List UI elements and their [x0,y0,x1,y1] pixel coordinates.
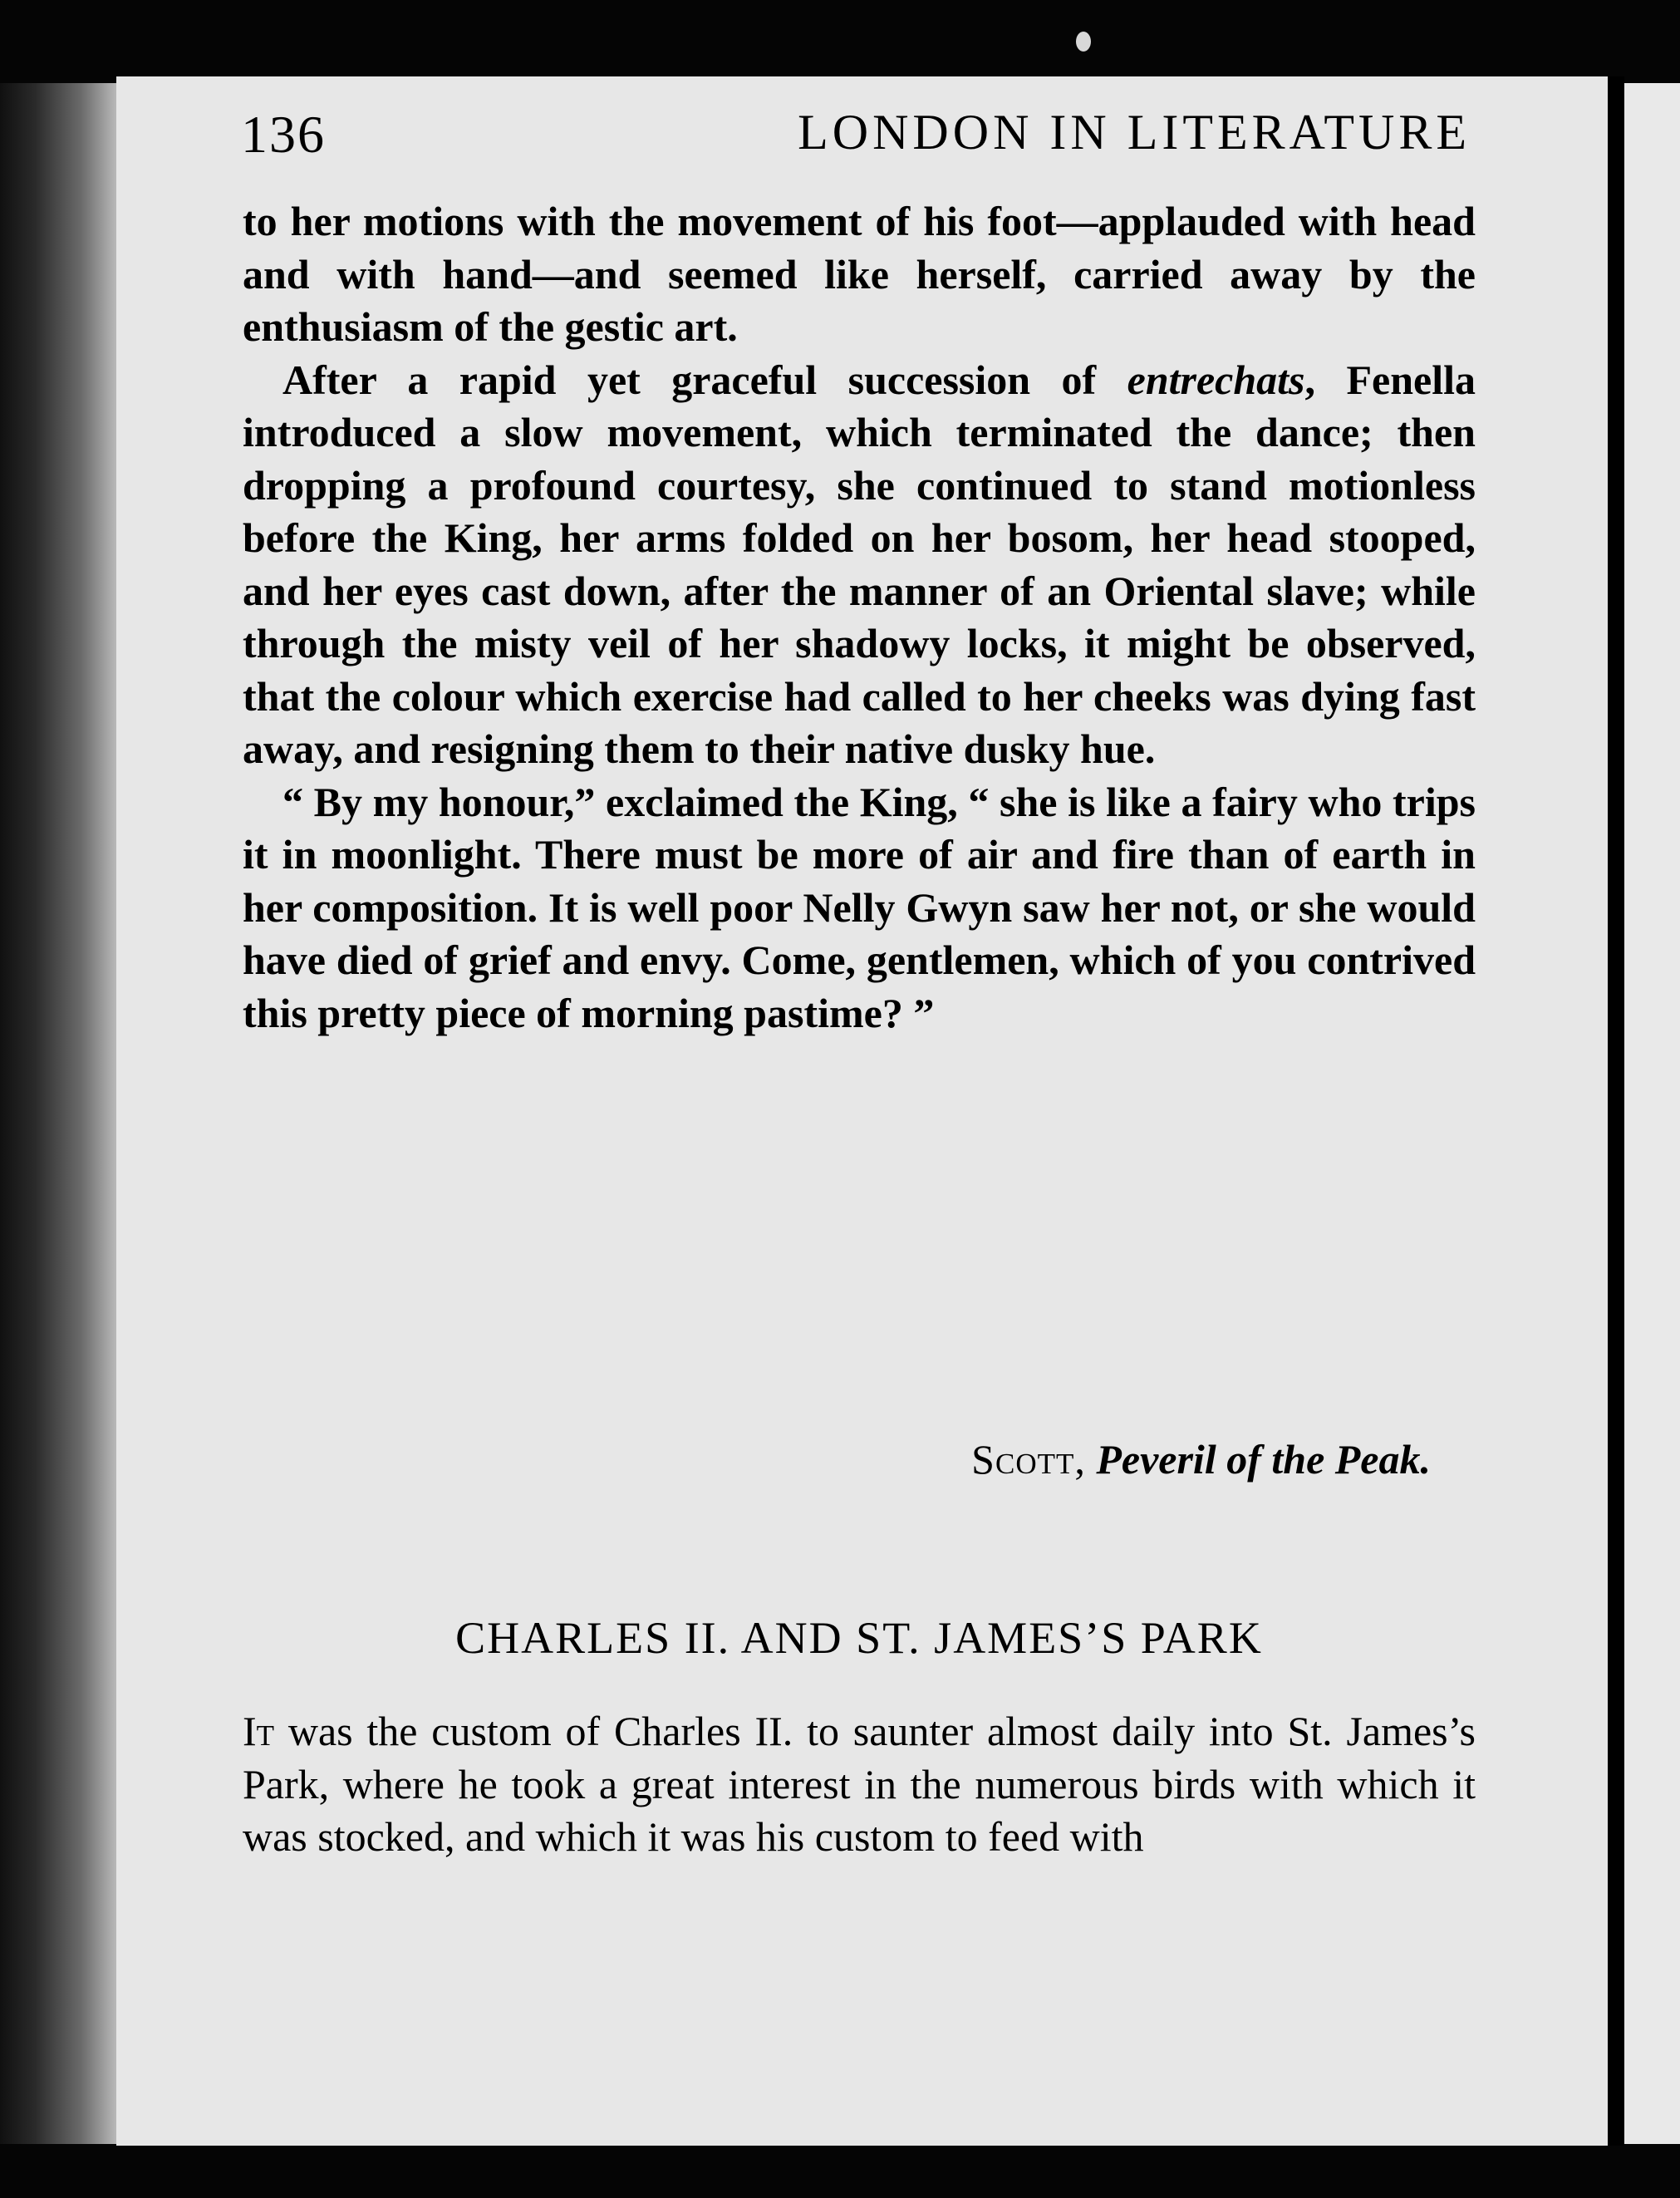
adjacent-page-edge [1624,83,1680,2144]
excerpt-paragraph-2 [243,354,1476,776]
section-paragraph [243,1705,1476,1864]
section-body [243,1705,1476,1864]
section-heading: CHARLES II. AND ST. JAMES’S PARK [455,1613,1263,1663]
excerpt-attribution [243,1433,1431,1486]
running-title: LONDON IN LITERATURE [798,105,1471,160]
scan-speck [1076,32,1091,52]
excerpt-italic-term: entrechats [1127,356,1305,403]
excerpt-paragraph-1: to her motions with the movement of his foot—applauded with head and with hand—and seemed like herself, carried away by the enthusiasm of the gestic art. [243,198,1476,350]
excerpt-paragraph-2-start: After a rapid yet graceful succession of [282,356,1127,403]
running-header [241,104,1471,195]
attribution-author: Scott, [971,1436,1086,1483]
excerpt-paragraph-2-rest: , Fenella introduced a slow movement, which terminated the dance; then dropping a profound courtesy, she continued to stand motionless before the King, her arms folded on her bosom, her head stooped, and her eyes cast down, after the manner of an Oriental slave; while through the misty veil of her shadowy locks, it might be observed, that the colour which exercise had called to her cheeks was dying fast away, and resigning them to their native dusky hue. [243,356,1476,772]
page-gutter [1608,76,1624,2146]
section-first-word: It [243,1708,275,1754]
page-number: 136 [241,105,326,164]
attribution-work: Peveril of the Peak. [1096,1436,1431,1483]
book-spine-shadow [0,83,116,2144]
excerpt-paragraph-3: “ By my honour,” exclaimed the King, “ she is like a fairy who trips it in moonlight. There must be more of air and fire than of earth in her composition. It is well poor Nelly Gwyn saw her not, or she would have died of grief and envy. Come, gentlemen, which of you contrived this pretty piece of morning pastime? ” [243,778,1476,1036]
excerpt-body [243,195,1476,1040]
section-paragraph-text: was the custom of Charles II. to saunter almost daily into St. James’s Park, where he took a great interest in the numerous birds with which it was stocked, and which it was his custom to feed with [243,1708,1476,1860]
